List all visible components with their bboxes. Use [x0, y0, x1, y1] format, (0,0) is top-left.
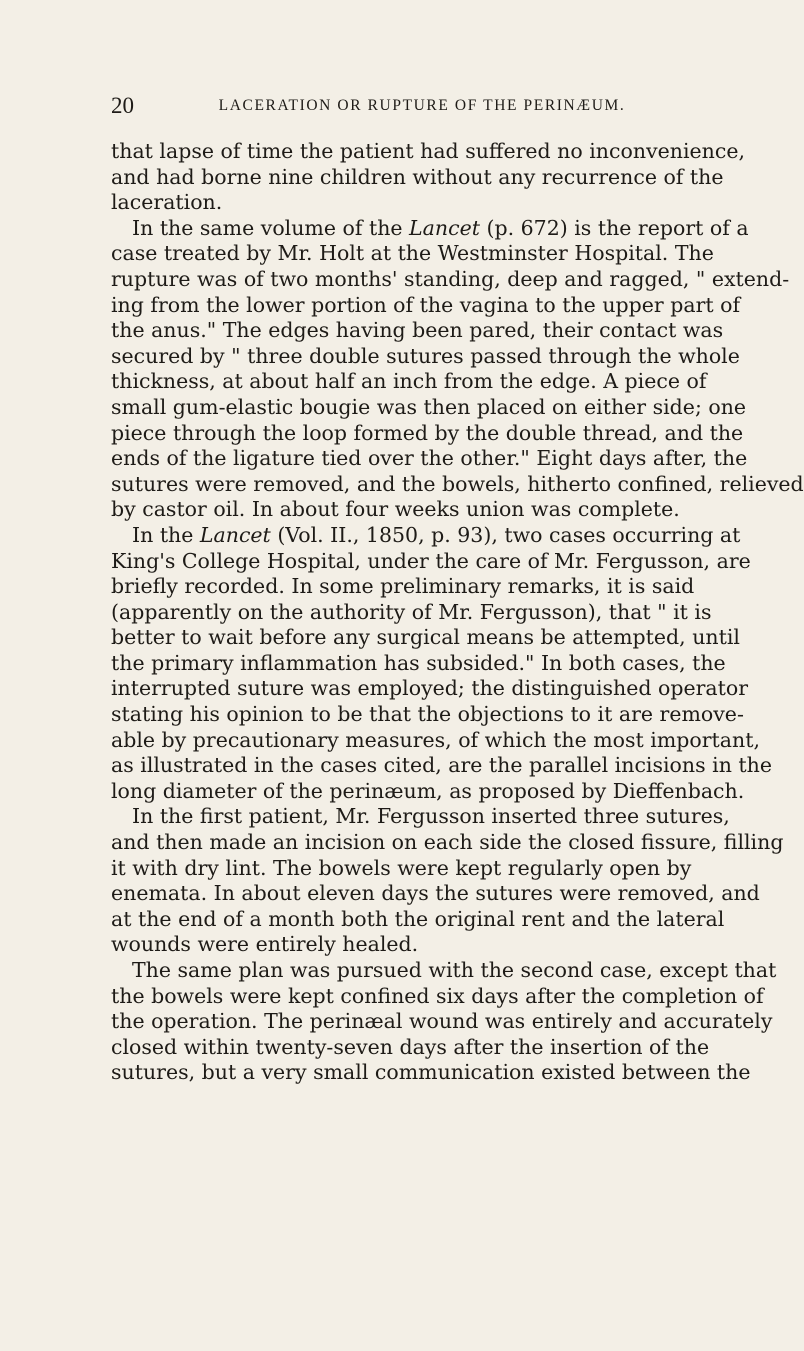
text-line: by castor oil. In about four weeks union was complete. [111, 497, 680, 522]
text-line: the anus." The edges having been pared, their contact was [111, 318, 724, 343]
text-line: small gum-elastic bougie was then placed on either side; one [111, 394, 747, 419]
text-line: better to wait before any surgical means be attempted, until [111, 625, 740, 650]
text-line: and then made an incision on each side the closed fissure, filling [111, 830, 784, 855]
text-line: ends of the ligature tied over the other." Eight days after, the [111, 446, 748, 471]
text-line: able by precautionary measures, of which the most important, [111, 727, 760, 752]
text-line: rupture was of two months' standing, deep and ragged, " extend- [111, 266, 790, 291]
text-line: it with dry lint. The bowels were kept regularly open by [111, 855, 692, 880]
text-line: sutures were removed, and the bowels, hitherto confined, relieved [111, 471, 804, 496]
text-line: interrupted suture was employed; the distinguished operator [111, 676, 748, 701]
text-line: In the same volume of the Lancet (p. 672) is the report of a [132, 215, 749, 240]
text-line: thickness, at about half an inch from the edge. A piece of [111, 369, 707, 394]
text-line: as illustrated in the cases cited, are the parallel incisions in the [111, 753, 772, 778]
text-line: piece through the loop formed by the double thread, and the [111, 420, 744, 445]
body-text [111, 139, 804, 1086]
text-line: In the first patient, Mr. Fergusson inserted three sutures, [132, 804, 730, 829]
page-number: 20 [111, 93, 134, 118]
text-line: The same plan was pursued with the second case, except that [132, 958, 777, 982]
text-line: the bowels were kept confined six days after the completion of [111, 983, 764, 1008]
text-line: and had borne nine children without any recurrence of the [111, 164, 724, 189]
text-line: stating his opinion to be that the objections to it are remove- [111, 702, 744, 727]
text-line: the operation. The perinæal wound was entirely and accurately [111, 1009, 773, 1034]
text-line: laceration. [111, 190, 223, 215]
text-line: closed within twenty-seven days after the insertion of the [111, 1034, 710, 1059]
text-line: wounds were entirely healed. [111, 932, 419, 957]
text-line: sutures, but a very small communication existed between the [111, 1060, 751, 1085]
text-line: enemata. In about eleven days the sutures were removed, and [111, 881, 760, 906]
text-line: case treated by Mr. Holt at the Westminster Hospital. The [111, 241, 714, 266]
text-line: at the end of a month both the original rent and the lateral [111, 906, 725, 931]
text-line: King's College Hospital, under the care of Mr. Fergusson, are [111, 548, 751, 573]
text-line: long diameter of the perinæum, as proposed by Dieffenbach. [111, 778, 745, 803]
text-line: briefly recorded. In some preliminary remarks, it is said [111, 574, 695, 599]
text-line: that lapse of time the patient had suffered no inconvenience, [111, 139, 745, 163]
text-line: the primary inflammation has subsided." In both cases, the [111, 650, 726, 675]
text-line: secured by " three double sutures passed through the whole [111, 343, 740, 368]
running-title: LACERATION OR RUPTURE OF THE PERINÆUM. [218, 97, 626, 114]
text-line: ing from the lower portion of the vagina to the upper part of [111, 292, 741, 317]
text-line: In the Lancet (Vol. II., 1850, p. 93), two cases occurring at [132, 522, 741, 547]
running-head [111, 94, 689, 118]
text-line: (apparently on the authority of Mr. Fergusson), that " it is [111, 599, 712, 624]
